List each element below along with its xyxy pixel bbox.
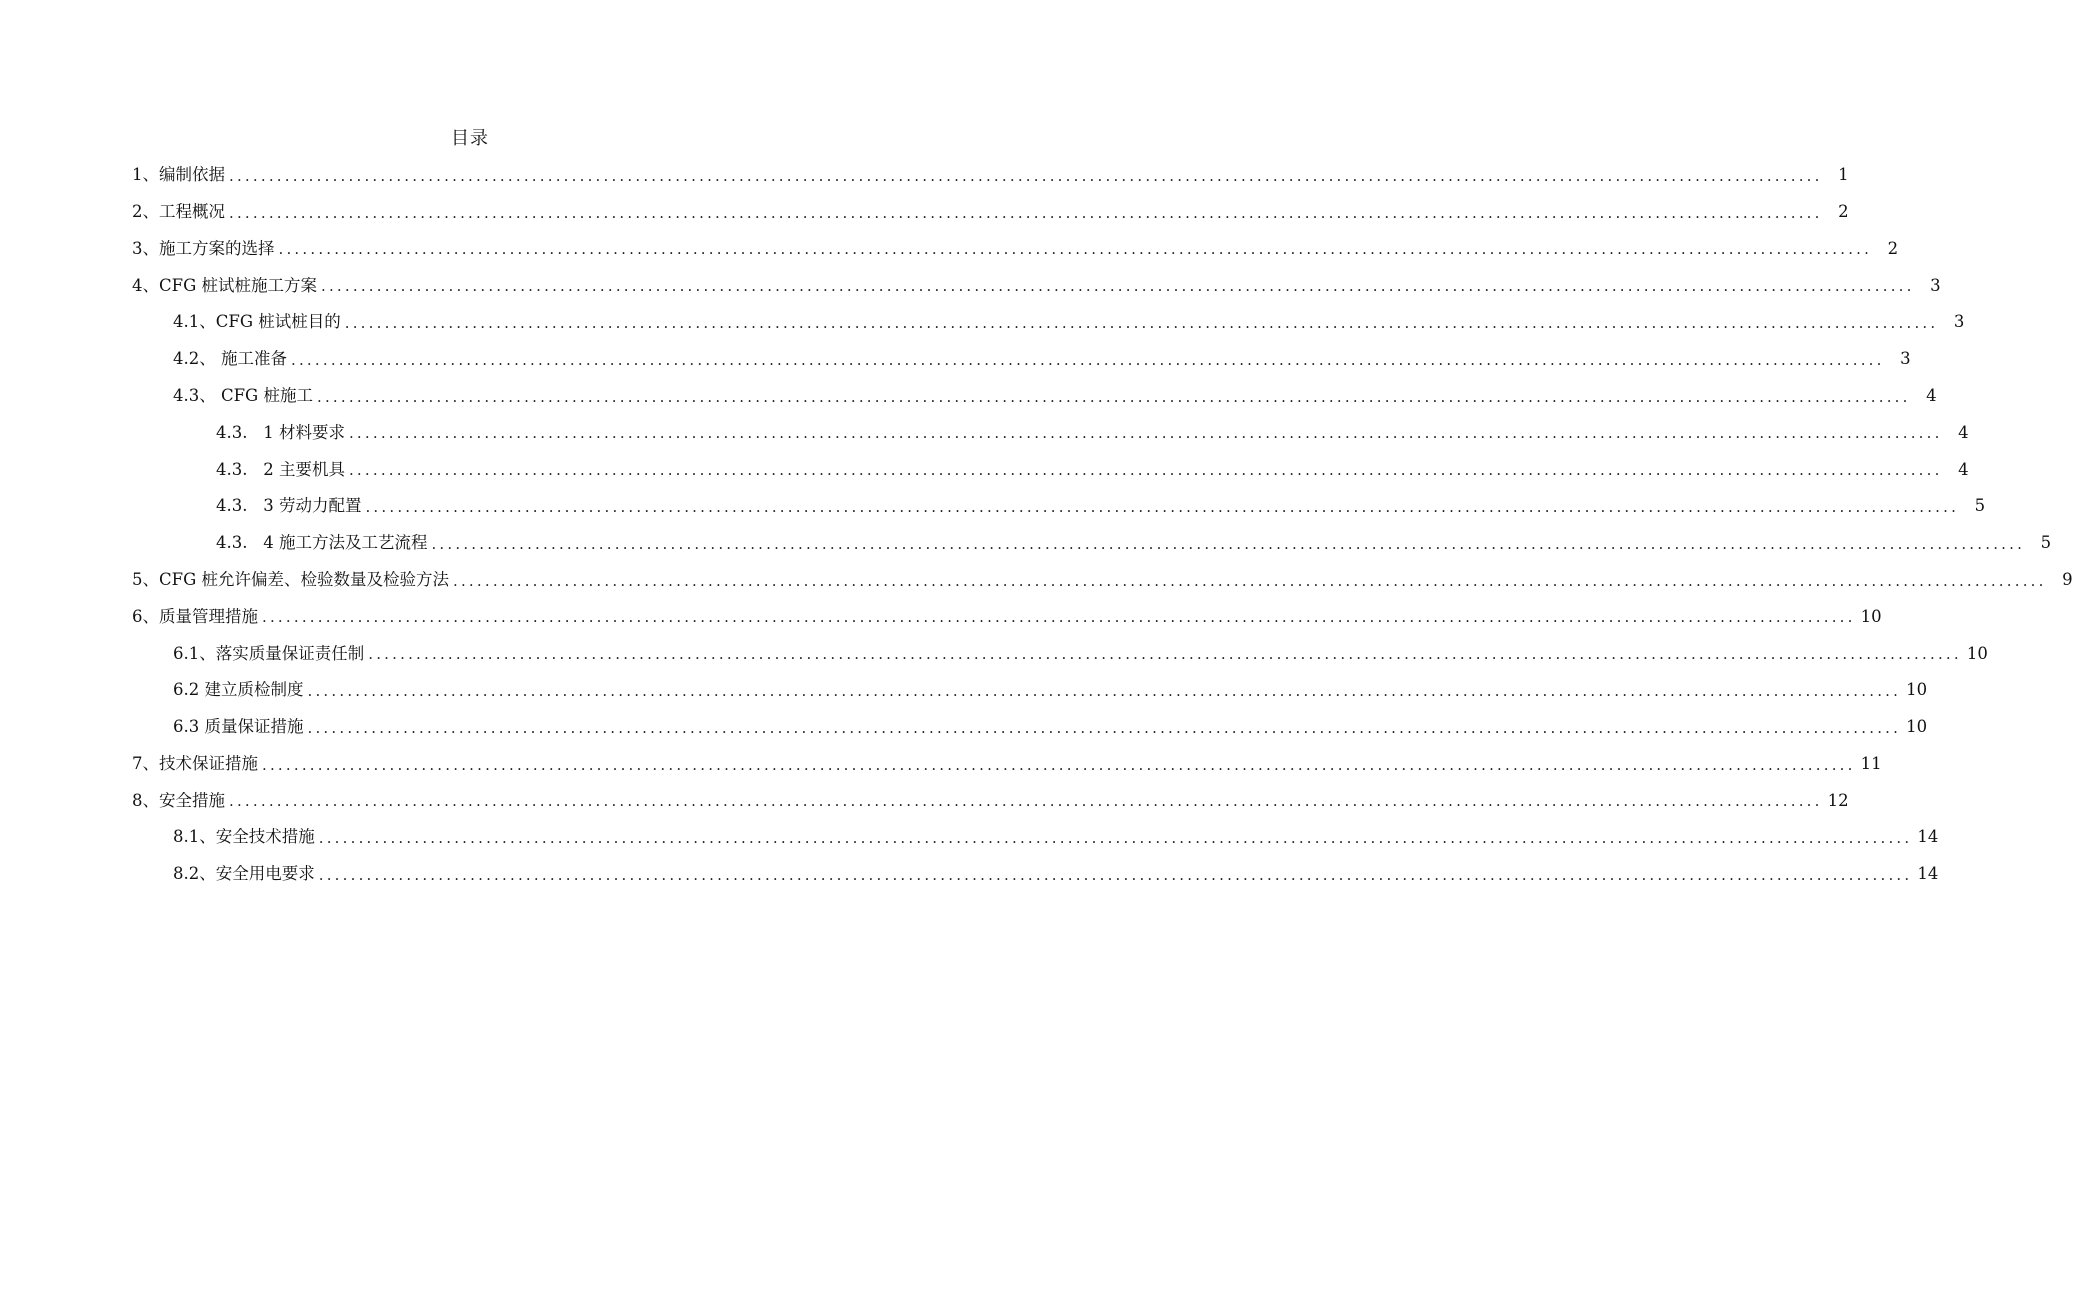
toc-entry[interactable] <box>0 856 1939 893</box>
toc-entry-label: 4、CFG 桩试桩施工方案 <box>132 275 317 295</box>
toc-entry-label: 4.3、 CFG 桩施工 <box>173 385 313 405</box>
toc-entry-page: 4 <box>1958 422 1969 442</box>
toc-entry-label: 4.2、 施工准备 <box>173 349 287 369</box>
dot-leader: ........................................................................................................................................................................................................ <box>316 387 1911 406</box>
toc-entry[interactable] <box>0 746 1882 783</box>
toc-entry-label: 2、工程概况 <box>132 201 225 221</box>
toc-entry-label: 1、编制依据 <box>132 165 225 185</box>
toc-entry-page: 14 <box>1917 864 1939 884</box>
toc-entry-page: 14 <box>1917 827 1939 847</box>
toc-entry[interactable] <box>0 378 1937 415</box>
dot-leader: ........................................................................................................................................................................................................ <box>365 498 1960 517</box>
dot-leader: ........................................................................................................................................................................................................ <box>318 866 1913 885</box>
toc-entry-page: 10 <box>1966 643 1988 663</box>
toc-entry-label: 6.2 建立质检制度 <box>173 680 304 700</box>
toc-entry[interactable] <box>0 525 2052 562</box>
toc-entry[interactable] <box>0 635 1988 672</box>
dot-leader: ........................................................................................................................................................................................................ <box>348 424 1943 443</box>
toc-entry-page: 5 <box>2040 533 2052 553</box>
toc-entry[interactable] <box>0 157 1849 194</box>
toc-entry[interactable] <box>0 267 1941 304</box>
dot-leader: ........................................................................................................................................................................................................ <box>431 534 2026 553</box>
dot-leader: ........................................................................................................................................................................................................ <box>307 718 1902 737</box>
toc-entry[interactable] <box>0 783 1849 820</box>
toc-entry[interactable] <box>0 231 1899 268</box>
toc-entry-label: 6、质量管理措施 <box>132 606 258 626</box>
toc-entry-page: 2 <box>1887 238 1899 258</box>
toc-entry[interactable] <box>0 599 1882 636</box>
toc-entry-label: 3、施工方案的选择 <box>132 238 275 258</box>
toc-entry-page: 10 <box>1860 606 1882 626</box>
dot-leader: ........................................................................................................................................................................................................ <box>307 682 1902 701</box>
dot-leader: ........................................................................................................................................................................................................ <box>368 645 1962 664</box>
dot-leader: ........................................................................................................................................................................................................ <box>453 571 2047 590</box>
dot-leader: ........................................................................................................................................................................................................ <box>318 829 1913 848</box>
toc-entry[interactable] <box>0 341 1911 378</box>
toc-entry[interactable] <box>0 451 1969 488</box>
toc-entry-page: 12 <box>1827 790 1849 810</box>
toc-title: 目录 <box>451 128 489 149</box>
dot-leader: ........................................................................................................................................................................................................ <box>348 461 1943 480</box>
toc-entry-page: 2 <box>1838 201 1849 221</box>
toc-entry-label: 4.3. 3 劳动力配置 <box>216 496 362 516</box>
toc-entry-page: 3 <box>1930 275 1941 295</box>
toc-entry[interactable] <box>0 194 1849 231</box>
toc-entry-label: 4.3. 4 施工方法及工艺流程 <box>216 533 428 553</box>
toc-entry-page: 3 <box>1953 312 1965 332</box>
toc-entry-label: 8.2、安全用电要求 <box>173 864 315 884</box>
toc-entry-page: 10 <box>1906 717 1928 737</box>
table-of-contents <box>0 157 2073 893</box>
toc-entry[interactable] <box>0 819 1939 856</box>
dot-leader: ........................................................................................................................................................................................................ <box>229 166 1823 185</box>
toc-entry-label: 6.1、落实质量保证责任制 <box>173 643 365 663</box>
toc-entry-page: 9 <box>2062 569 2073 589</box>
toc-entry-label: 4.3. 2 主要机具 <box>216 459 345 479</box>
dot-leader: ........................................................................................................................................................................................................ <box>229 792 1823 811</box>
toc-entry[interactable] <box>0 304 1965 341</box>
toc-entry-page: 3 <box>1900 349 1911 369</box>
toc-entry[interactable] <box>0 488 1986 525</box>
dot-leader: ........................................................................................................................................................................................................ <box>344 314 1939 333</box>
dot-leader: ........................................................................................................................................................................................................ <box>262 755 1856 774</box>
dot-leader: ........................................................................................................................................................................................................ <box>262 608 1856 627</box>
toc-entry-label: 8、安全措施 <box>132 790 225 810</box>
toc-entry-page: 10 <box>1906 680 1928 700</box>
dot-leader: ........................................................................................................................................................................................................ <box>321 277 1915 296</box>
dot-leader: ........................................................................................................................................................................................................ <box>291 350 1885 369</box>
toc-entry-page: 1 <box>1838 165 1849 185</box>
toc-entry[interactable] <box>0 562 2073 599</box>
toc-entry[interactable] <box>0 709 1928 746</box>
toc-entry-label: 4.1、CFG 桩试桩目的 <box>173 312 341 332</box>
toc-entry-label: 5、CFG 桩允许偏差、检验数量及检验方法 <box>132 569 449 589</box>
toc-entry-page: 11 <box>1860 753 1882 773</box>
toc-entry[interactable] <box>0 415 1969 452</box>
dot-leader: ........................................................................................................................................................................................................ <box>278 240 1873 259</box>
toc-entry-page: 5 <box>1974 496 1986 516</box>
toc-entry-label: 6.3 质量保证措施 <box>173 717 304 737</box>
dot-leader: ........................................................................................................................................................................................................ <box>229 203 1823 222</box>
toc-entry-page: 4 <box>1958 459 1969 479</box>
toc-entry-label: 4.3. 1 材料要求 <box>216 422 345 442</box>
toc-entry-page: 4 <box>1926 385 1937 405</box>
toc-entry[interactable] <box>0 672 1928 709</box>
toc-entry-label: 8.1、安全技术措施 <box>173 827 315 847</box>
toc-entry-label: 7、技术保证措施 <box>132 753 258 773</box>
